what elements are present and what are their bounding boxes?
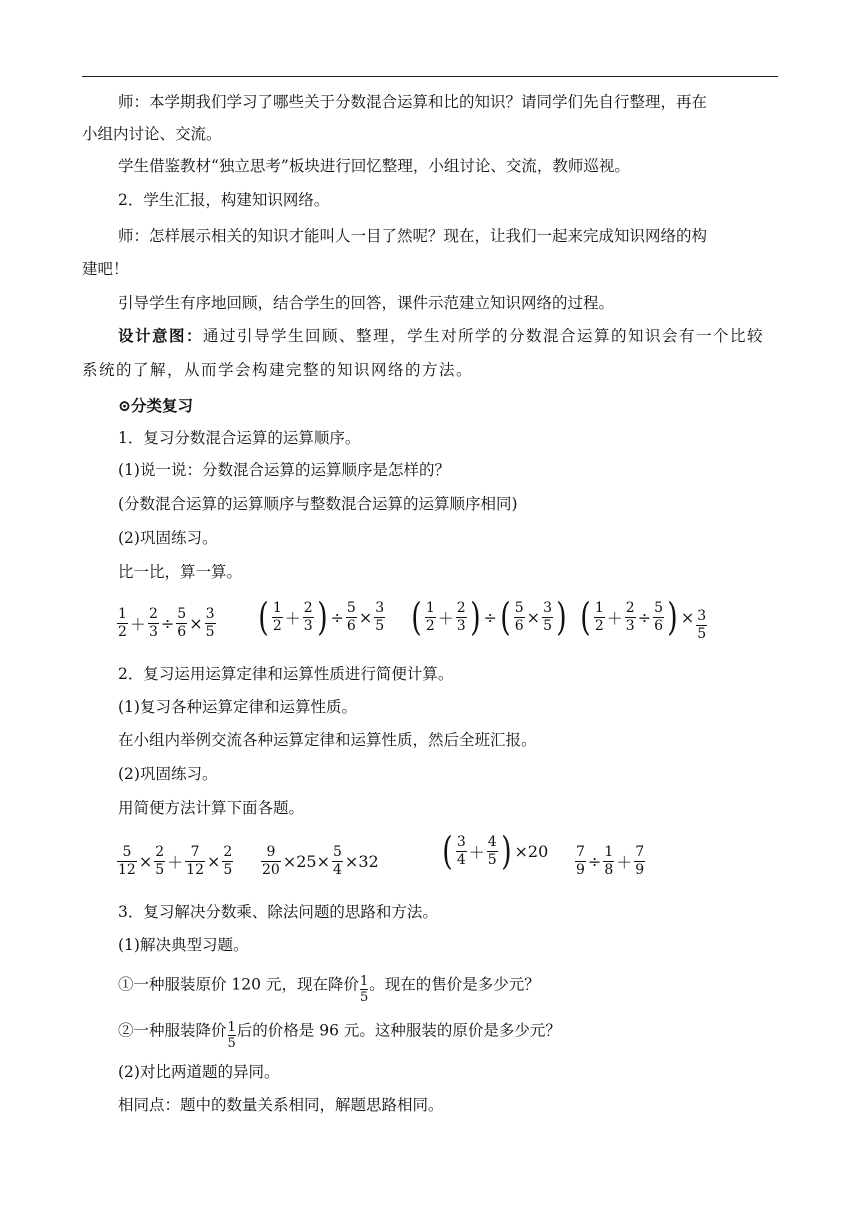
paragraph: 系统的了解，从而学会构建完整的知识网络的方法。	[82, 361, 474, 379]
question-1: ①一种服装原价 120 元，现在降价 $\frac{1}{5}$ 。现在的售价是多少元？	[118, 974, 540, 1005]
fraction: $\frac{1}{5}$	[359, 974, 369, 1005]
paragraph: 在小组内举例交流各种运算定律和运算性质，然后全班汇报。	[118, 731, 537, 749]
fraction: $\frac{1}{2}$	[118, 606, 127, 640]
paragraph: 3．复习解决分数乘、除法问题的思路和方法。	[118, 903, 438, 921]
paragraph: 小组内讨论、交流。	[82, 125, 222, 143]
fraction: $\frac{2}{3}$	[148, 606, 158, 640]
paragraph: 用简便方法计算下面各题。	[118, 799, 305, 817]
paragraph: 学生借鉴教材“独立思考”板块进行回忆整理，小组讨论、交流，教师巡视。	[118, 157, 630, 175]
paragraph: 师：怎样展示相关的知识才能叫人一目了然呢？现在，让我们一起来完成知识网络的构	[118, 227, 708, 245]
paragraph: 2．学生汇报，构建知识网络。	[118, 191, 330, 209]
paragraph: (1)解决典型习题。	[118, 936, 249, 954]
paragraph: (2)对比两道题的异同。	[118, 1063, 280, 1081]
expression-3: ( $\frac{1}{2}$ ＋ $\frac{2}{3}$ ) ÷ ( $\frac{5}{6}$ × $\frac{3}{5}$ )	[411, 595, 567, 639]
expression-6: $\frac{9}{20}$ ×25× $\frac{5}{4}$ ×32	[262, 844, 379, 878]
header-rule	[82, 76, 778, 77]
paragraph: 引导学生有序地回顾，结合学生的回答，课件示范建立知识网络的过程。	[118, 294, 615, 312]
fraction: $\frac{1}{5}$	[227, 1020, 236, 1051]
expression-7: ( $\frac{3}{4}$ ＋ $\frac{4}{5}$ ) ×20	[442, 829, 549, 873]
paragraph: (1)复习各种运算定律和运算性质。	[118, 698, 357, 716]
answer-note: (分数混合运算的运算顺序与整数混合运算的运算顺序相同)	[118, 495, 518, 513]
design-intent-text: 通过引导学生回顾、整理，学生对所学的分数混合运算的知识会有一个比较	[203, 327, 765, 345]
paragraph: (2)巩固练习。	[118, 765, 218, 783]
expression-5: $\frac{5}{12}$ × $\frac{2}{5}$ ＋ $\frac{7}{12}$ × $\frac{2}{5}$	[118, 844, 233, 878]
paragraph: 建吧！	[82, 260, 129, 278]
expression-2: ( $\frac{1}{2}$ ＋ $\frac{2}{3}$ ) ÷ $\frac{5}{6}$ × $\frac{3}{5}$	[258, 595, 385, 639]
paragraph: 2．复习运用运算定律和运算性质进行简便计算。	[118, 665, 454, 683]
design-intent	[118, 326, 764, 346]
expression-8: $\frac{7}{9}$ ÷ $\frac{1}{8}$ ＋ $\frac{7}{9}$	[576, 844, 645, 878]
paragraph: 师：本学期我们学习了哪些关于分数混合运算和比的知识？请同学们先自行整理，再在	[118, 93, 708, 111]
fraction: $\frac{3}{5}$	[205, 606, 215, 640]
paragraph: (1)说一说：分数混合运算的运算顺序是怎样的？	[118, 461, 450, 479]
expression-4: ( $\frac{1}{2}$ ＋ $\frac{2}{3}$ ÷ $\frac{5}{6}$ ) × $\frac{3}{5}$	[580, 595, 707, 642]
fraction: $\frac{5}{6}$	[177, 606, 187, 640]
paragraph: 1．复习分数混合运算的运算顺序。	[118, 429, 361, 447]
paragraph: 相同点：题中的数量关系相同，解题思路相同。	[118, 1096, 444, 1114]
expression-1: $\frac{1}{2}$ ＋ $\frac{2}{3}$ ÷ $\frac{5}{6}$ × $\frac{3}{5}$	[118, 606, 215, 640]
question-2: ②一种服装降价 $\frac{1}{5}$ 后的价格是 96 元。这种服装的原价是多少元？	[118, 1020, 561, 1051]
paragraph: (2)巩固练习。	[118, 529, 218, 547]
design-intent-label: 设计意图：	[118, 326, 204, 345]
paragraph: 比一比，算一算。	[118, 563, 243, 581]
section-title: ⊙分类复习	[118, 396, 193, 415]
